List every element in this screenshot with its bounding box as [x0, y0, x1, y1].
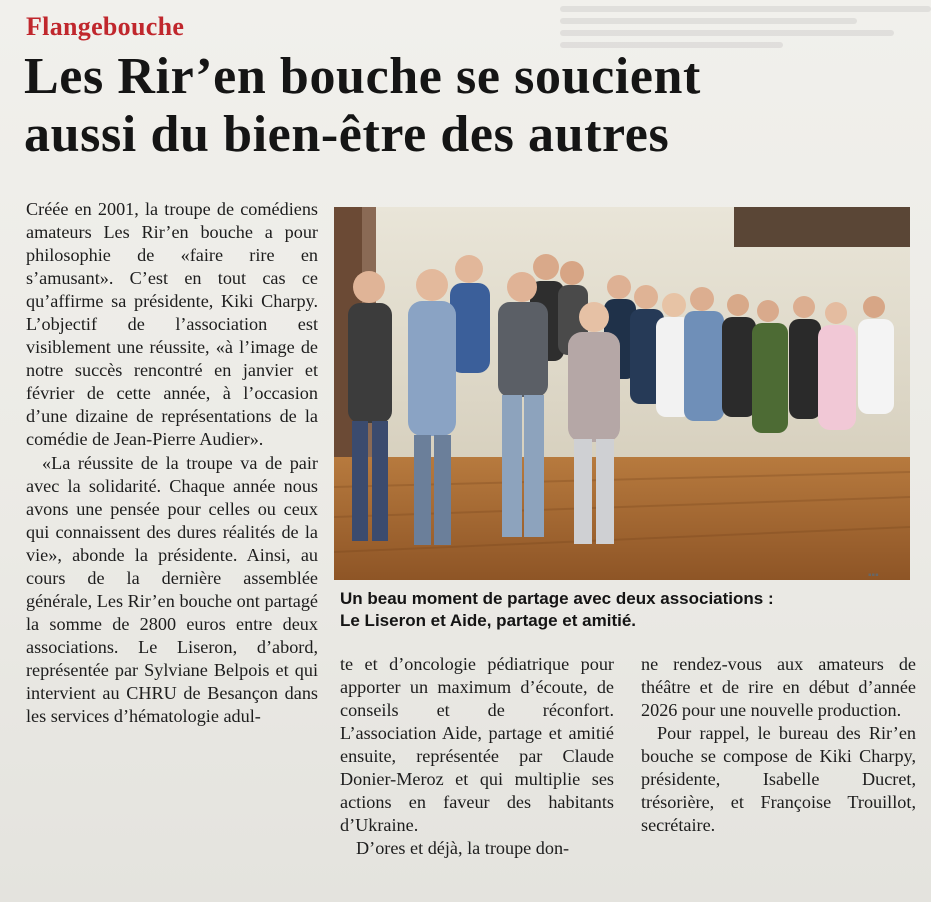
group-photo — [334, 207, 910, 580]
article-column-3 — [641, 653, 916, 837]
photo-credit-mark: ▪▪▪ — [868, 570, 879, 581]
photo-caption — [340, 588, 900, 632]
paragraph: te et d’oncologie pédiatrique pour apporter un maximum d’écoute, de conseils et de réconfort. L’association Aide, partage et amitié ensuite, représentée par Claude Donier-Meroz et qui multiplie ses actions en faveur des habitants d’Ukraine. — [340, 654, 614, 836]
bleed-through-text — [560, 0, 931, 55]
caption-line-1: Un beau moment de partage avec deux associations : — [340, 589, 774, 608]
article-kicker: Flangebouche — [26, 12, 185, 41]
article-column-1 — [26, 198, 318, 728]
caption-line-2: Le Liseron et Aide, partage et amitié. — [340, 611, 637, 630]
paragraph: ne rendez-vous aux amateurs de théâtre et de rire en début d’année 2026 pour une nouvelle production. — [641, 654, 916, 721]
article-column-2 — [340, 653, 614, 860]
paragraph: «La réussite de la troupe va de pair avec la solidarité. Chaque année nous avons une pensée pour celles ou ceux qui connaissent des dures réalités de la vie», abonde la présidente. Ainsi, au cours de la dernière assemblée générale, Les Rir’en bouche ont partagé la somme de 2800 euros entre deux associations. Le Liseron, d’abord, représentée par Sylviane Belpois et qui intervient au CHRU de Besançon dans les services d’hématologie adul- — [26, 452, 318, 727]
paragraph: Pour rappel, le bureau des Rir’en bouche se compose de Kiki Charpy, présidente, Isabelle Ducret, trésorière, et Françoise Trouillot, secrétaire. — [641, 723, 916, 836]
article-headline — [24, 48, 904, 164]
headline-line-1: Les Rir’en bouche se soucient — [24, 48, 701, 105]
paragraph: D’ores et déjà, la troupe don- — [356, 838, 570, 859]
headline-line-2: aussi du bien-être des autres — [24, 106, 670, 163]
paragraph: Créée en 2001, la troupe de comédiens amateurs Les Rir’en bouche a pour philosophie de «faire rire en s’amusant». C’est en tout cas ce qu’affirme sa présidente, Kiki Charpy. L’objectif de l’association est visiblement une réussite, «à l’image de notre succès rencontré en janvier et février de cette année, à l’occasion d’une dizaine de représentations de la comédie de Jean-Pierre Audier». — [26, 199, 318, 450]
